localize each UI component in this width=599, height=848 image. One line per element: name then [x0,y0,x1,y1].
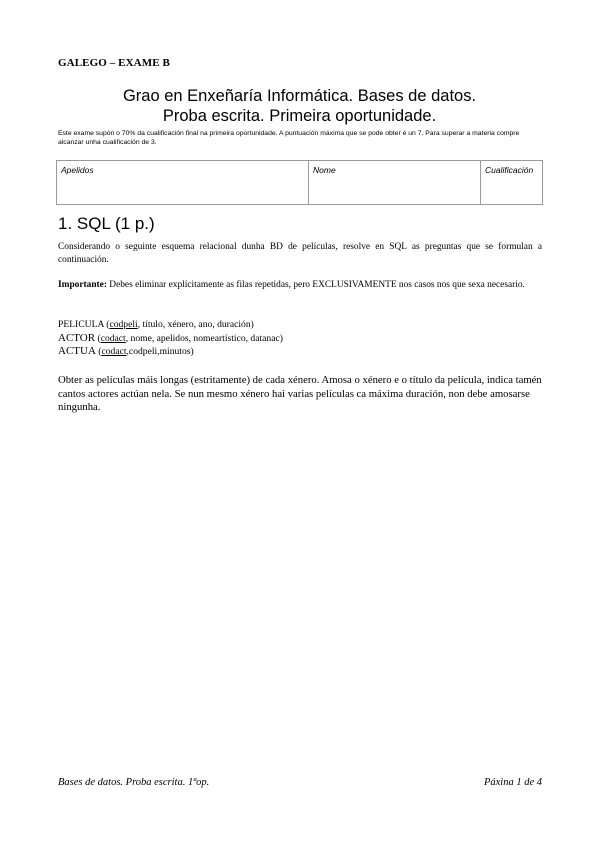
nome-cell [309,161,481,205]
student-info-table [56,160,543,205]
schema-actua [58,345,283,359]
relational-schema [58,318,283,359]
nome-label: Nome [313,165,336,175]
pelicula-open: ( [103,319,110,330]
actor-name: ACTOR [58,331,96,344]
actua-attributes: ,codpeli,minutos) [126,346,194,357]
exam-label: GALEGO – EXAME B [58,57,170,69]
footer-page-number: Páxina 1 de 4 [483,777,542,788]
apelidos-label: Apelidos [61,165,94,175]
important-text: Debes eliminar explícitamente as filas repetidas, pero EXCLUSIVAMENTE nos casos nos que sexa necesario. [106,280,525,290]
question-text: Obter as películas máis longas (estritamente) de cada xénero. Amosa o xénero e o título da película, indica tamén cantos actores actúan nela. Se nun mesmo xénero hai varias películas ca máxima duración, non debe amosarse ningunha. [58,374,542,413]
cualificacion-cell [481,161,543,205]
important-note [58,279,542,292]
section-title: 1. SQL (1 p.) [58,214,155,233]
important-label: Importante: [58,280,107,290]
apelidos-cell [57,161,309,205]
actor-open: ( [95,332,101,344]
actua-name: ACTUA [58,345,96,357]
actor-key: codact [100,332,126,344]
pelicula-name: PELICULA [58,319,104,330]
schema-pelicula [58,318,283,332]
footer-course: Bases de datos. Proba escrita. 1ªop. [58,777,210,788]
title-line-1: Grao en Enxeñaría Informática. Bases de datos. [122,87,477,105]
section-intro: Considerando o seguinte esquema relacional dunha BD de películas, resolve en SQL as preguntas que se formulan a continuación. [58,242,542,265]
title-line-2: Proba escrita. Primeira oportunidade. [162,107,437,125]
pelicula-attributes: , título, xénero, ano, duración) [137,319,254,330]
actua-key: codact [101,346,127,357]
pelicula-key: codpeli [109,319,138,330]
document-title [0,86,599,126]
intro-note: Este exame supón o 70% da cualificación final na primeira oportunidade. A puntuación máxima que se pode obter é un 7. Para superar a materia compre alcanzar unha cualificación de 3. [58,130,520,146]
actor-attributes: , nome, apelidos, nomeartístico, datanac) [125,332,283,344]
actua-open: ( [95,346,102,357]
schema-actor [58,332,283,346]
cualificacion-label: Cualificación [485,165,534,175]
